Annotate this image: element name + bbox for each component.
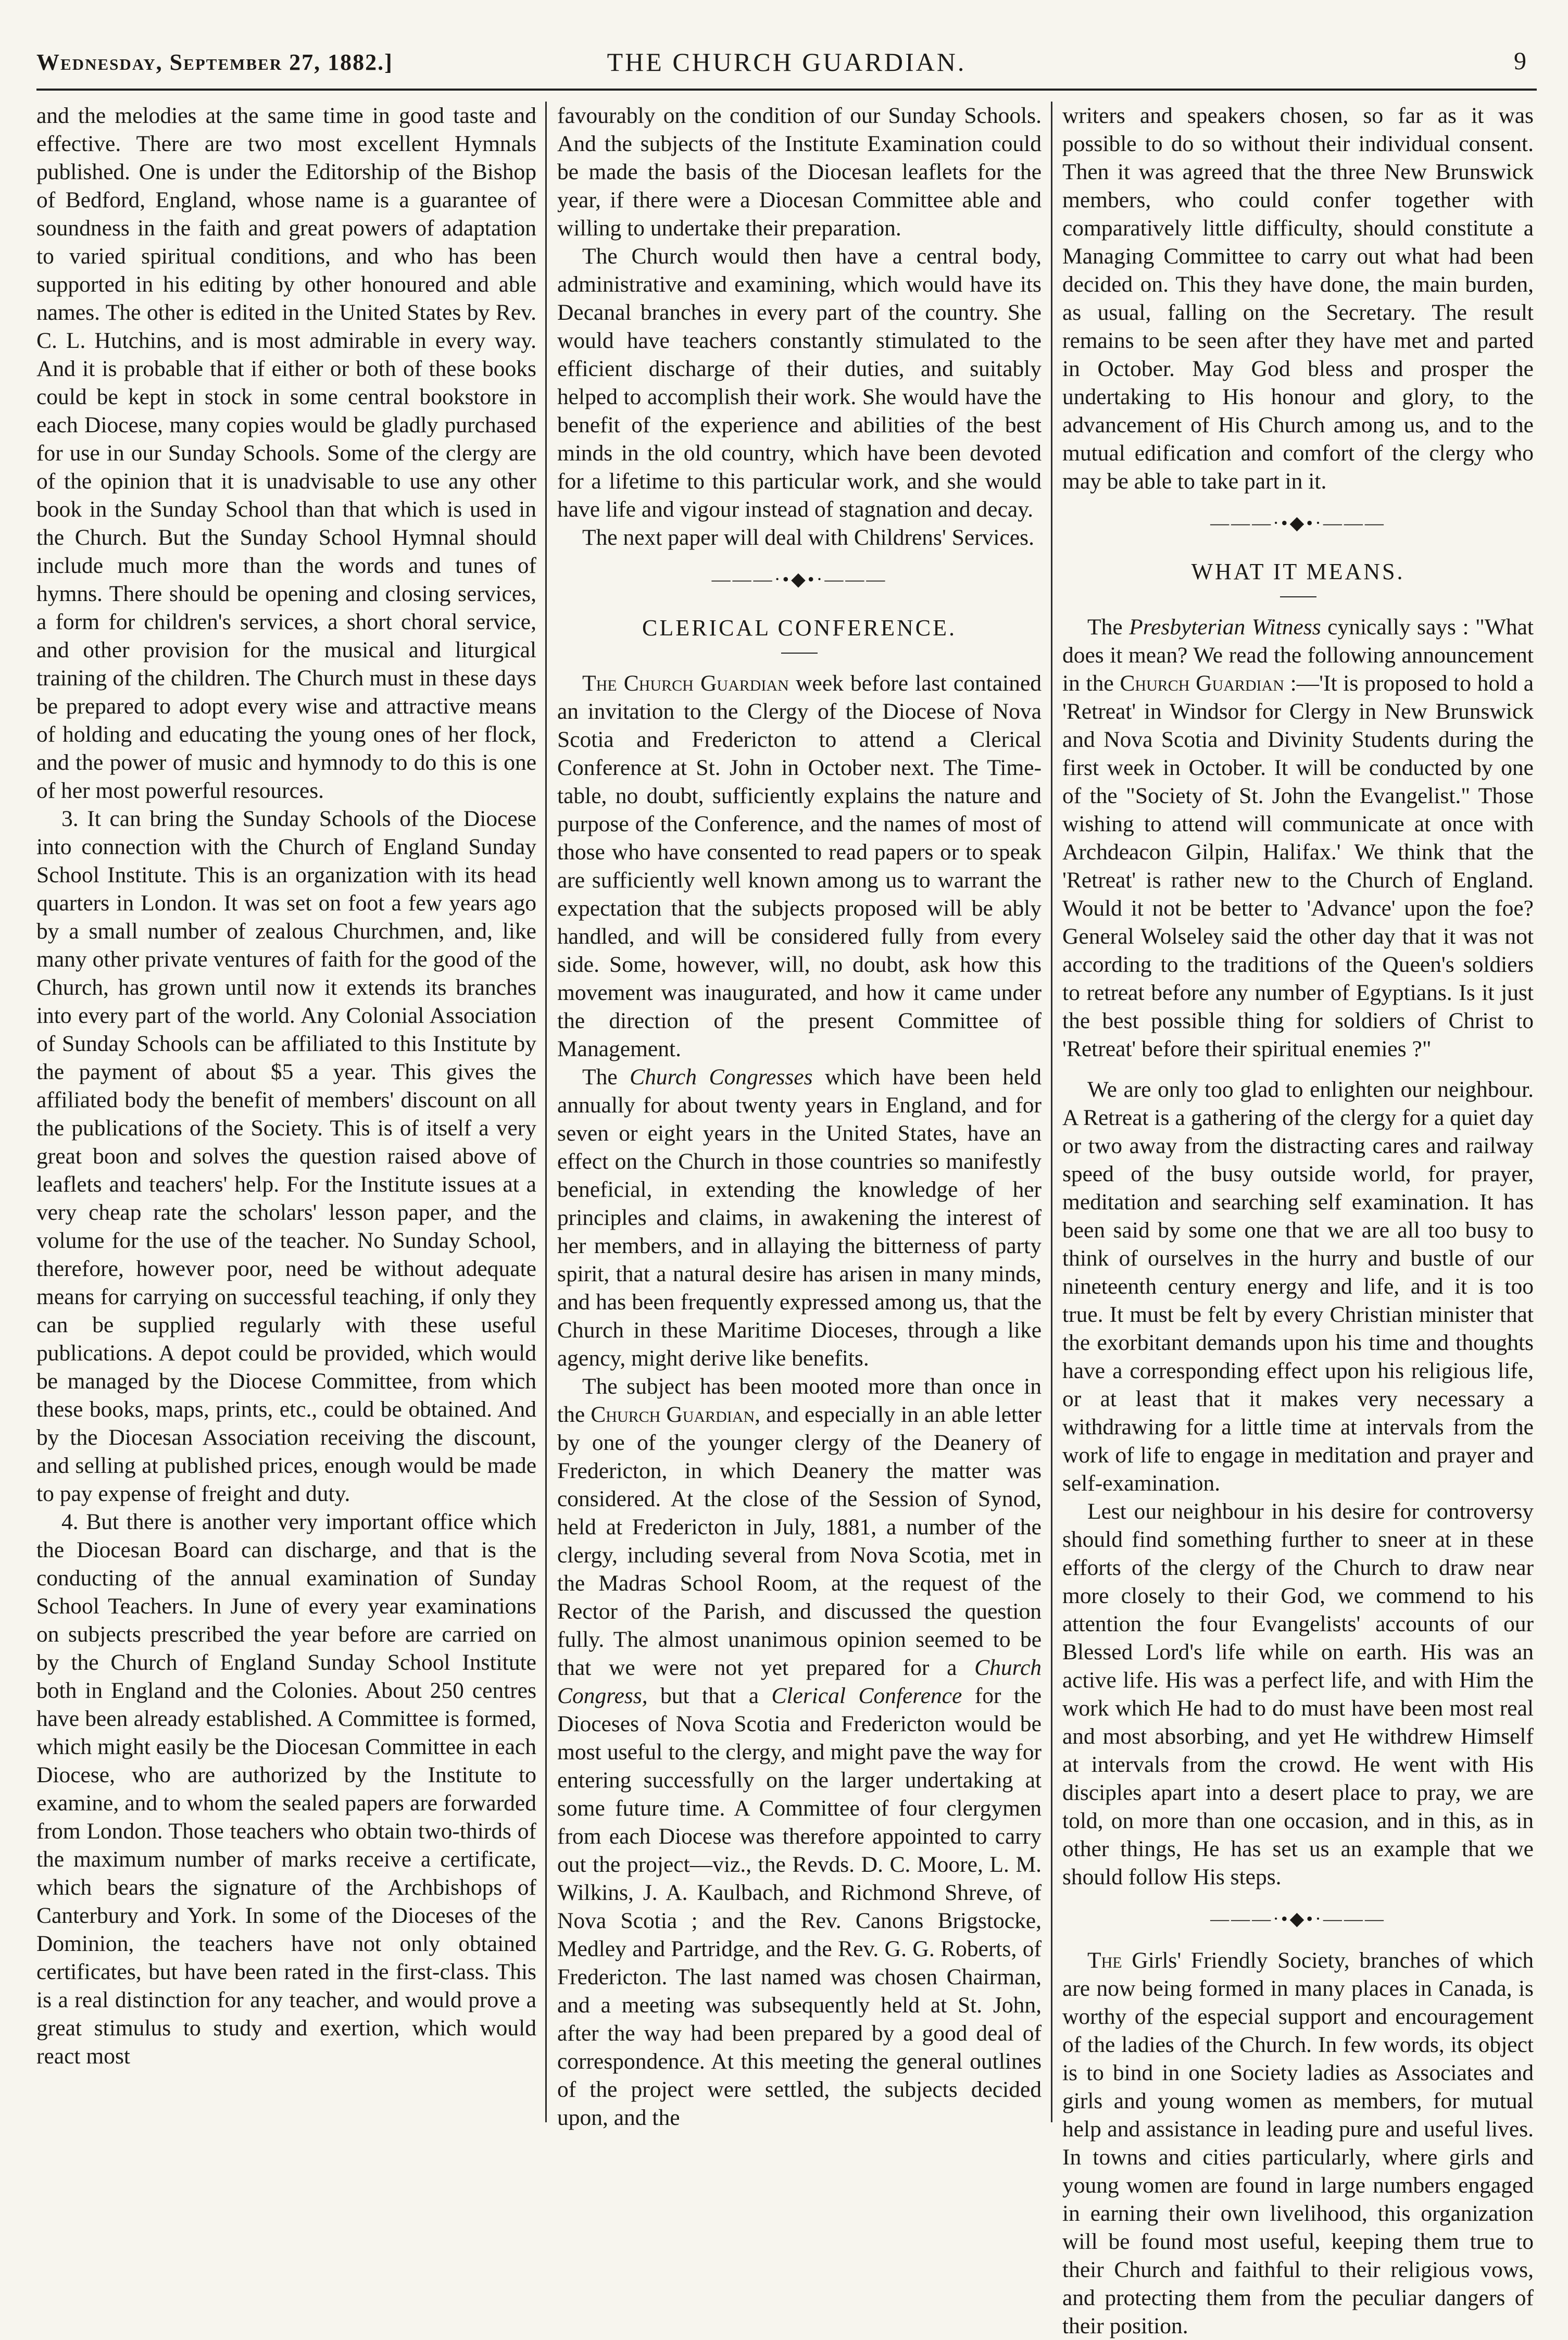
paragraph: and the melodies at the same time in good taste and effective. There are two most excellent Hymnals published. One is under the Editorship of the Bishop of Bedford, England, whose name is a guarantee of soundness in the faith and great powers of adaptation to varied spiritual conditions, and who has been supported in his editing by other honoured and able names. The other is edited in the United States by Rev. C. L. Hutchins, and is most admirable in every way. And it is probable that if either or both of these books could be kept in stock in some central bookstore in each Diocese, many copies would be gladly purchased for use in our Sunday Schools. Some of the clergy are of the opinion that it is unadvisable to use any other book in the Sunday School than that which is used in the Church. But the Sunday School Hymnal should include much more than the words and tunes of hymns. There should be opening and closing services, a form for children's services, a short choral service, and other provision for the musical and liturgical training of the children. The Church must in these days be prepared to adopt every wise and attractive means of holding and educating the young ones of her flock, and the power of music and hymnody to do this is one of her most powerful resources. <box>36 103 536 803</box>
section-separator: ———·•◆•·——— <box>1210 1908 1386 1929</box>
paragraph: 3. It can bring the Sunday Schools of the Diocese into connection with the Church of England Sunday School Institute. This is an organization with its head quarters in London. It was set on foot a few years ago by a small number of zealous Churchmen, and, like many other private ventures of faith for the good of the Church, has grown until now it extends its branches into every part of the world. Any Colonial Association of Sunday Schools can be affiliated to this Institute by the payment of about $5 a year. This gives the affiliated body the benefit of members' discount on all the publications of the Society. This is of itself a very great boon and solves the question raised above of leaflets and teachers' help. For the Institute issues at a very cheap rate the scholars' lesson paper, and the volume for the use of the teacher. No Sunday School, therefore, however poor, need be without adequate means for carrying on successful teaching, if only they can be supplied regularly with these useful publications. A depot could be provided, which would be managed by the Diocese Committee, from which these books, maps, prints, etc., could be obtained. And by the Diocesan Association receiving the discount, and selling at published prices, enough would be made to pay expense of freight and duty. <box>36 806 536 1506</box>
column-1 <box>36 102 536 2122</box>
paragraph-text: The <box>1087 615 1123 640</box>
paragraph <box>1062 1946 1534 2340</box>
column-rule <box>1051 102 1052 2122</box>
paragraph-text: which have been held annually for about twenty years in England, and for seven or eight years in the United States, have an effect on the Church in those countries so manifestly beneficial, in extending the knowledge of her principles and claims, in awakening the interest of her members, and in allaying the bitterness of party spirit, that a natural desire has arisen in many minds, and has been frequently expressed among us, that the Church in these Maritime Dioceses, through a like agency, might derive like benefits. <box>557 1065 1042 1371</box>
lead-in: The Church Guardian <box>582 671 789 696</box>
paragraph-text: The <box>582 1065 618 1090</box>
small-caps-text: Church Guardian <box>1120 671 1284 696</box>
paragraph: 4. But there is another very important office which the Diocesan Board can discharge, and that is the conducting of the annual examination of Sunday School Teachers. In June of every year examinations on subjects prescribed the year before are carried on by the Church of England Sunday School Institute both in England and the Colonies. About 250 centres have been already established. A Committee is formed, which might easily be the Diocesan Committee in each Diocese, who are authorized by the Institute to examine, and to whom the sealed papers are forwarded from London. Those teachers who obtain two-thirds of the maximum number of marks receive a certificate, which bears the signature of the Archbishops of Canterbury and York. In some of the Dioceses of the Dominion, the teachers have not only obtained certificates, but have been rated in the first-class. This is a real distinction for any teacher, and would prove a great stimulus to study and exertion, which would react most <box>36 1509 536 2069</box>
page-number: 9 <box>1514 47 1526 75</box>
paragraph: writers and speakers chosen, so far as it was possible to do so without their individual consent. Then it was agreed that the three New Brunswick members, who could confer together with comparatively little difficulty, should constitute a Managing Committee to carry out what had been decided on. This they have done, the main burden, as usual, falling on the Secretary. The result remains to be seen after they have met and parted in October. May God bless and prosper the undertaking to His honour and glory, to the advancement of His Church among us, and to the mutual edification and comfort of the clergy who may be able to take part in it. <box>1062 103 1534 494</box>
newspaper-title: THE CHURCH GUARDIAN. <box>607 47 967 77</box>
issue-date: Wednesday, September 27, 1882.] <box>36 49 393 75</box>
section-separator: ———·•◆•·——— <box>1210 512 1386 533</box>
paragraph-text: :—'It is proposed to hold a 'Retreat' in Windsor for Clergy in New Brunswick and Nova Scotia and Divinity Students during the first week in October. It will be conducted by one of the "Society of St. John the Evangelist." Those wishing to attend will communicate at once with Archdeacon Gilpin, Halifax.' We think that the 'Retreat' is rather new to the Church of England. Would it not be better to 'Advance' upon the foe? General Wolseley said the other day that it was not according to the traditions of the Queen's soldiers to retreat before any number of Egyptians. Is it just the best possible thing for soldiers of Christ to 'Retreat' before their spiritual enemies ?" <box>1062 671 1534 1061</box>
paragraph: The Church would then have a central body, administrative and examining, which would have its Decanal branches in every part of the country. She would have teachers constantly stimulated to the efficient discharge of their duties, and suitably helped to accomplish their work. She would have the benefit of the experience and abilities of the best minds in the old country, which have been devoted for a lifetime to this particular work, and she would have life and vigour instead of stagnation and decay. <box>557 244 1042 522</box>
section-heading: CLERICAL CONFERENCE. <box>642 615 957 641</box>
paragraph <box>1062 613 1534 1063</box>
paragraph-text: The subject has been mooted more than once in the <box>557 1374 1042 1427</box>
masthead <box>36 31 1537 91</box>
column-2 <box>557 102 1042 2130</box>
paragraph-text: cynically says : "What does it mean? We read the following announcement in the <box>1062 615 1534 696</box>
small-caps-text: Church Guardian, <box>591 1402 760 1427</box>
paragraph-text: Girls' Friendly Society, branches of which are now being formed in many places in Canada, is worthy of the especial support and encouragement of the ladies of the Church. In few words, its object is to bind in one Society ladies as Associates and girls and young women as members, for mutual help and assistance in leading pure and useful lives. In towns and cities particularly, where girls and young women are found in large numbers engaged in earning their own livelihood, this organization will be found most useful, keeping them true to their Church and faithful to their religious vows, and protecting them from the peculiar dangers of their position. <box>1062 1948 1534 2338</box>
italic-text: Church Congress, <box>557 1655 1042 1708</box>
italic-text: Clerical Conference <box>771 1683 962 1708</box>
heading-rule <box>1280 596 1316 597</box>
column-rule <box>545 102 547 2122</box>
paragraph <box>557 1372 1042 2132</box>
paragraph: Lest our neighbour in his desire for controversy should find something further to sneer at in these efforts of the clergy of the Church to draw near more closely to their God, we commend to his attention the four Evangelists' accounts of our Blessed Lord's life while on earth. His was an active life. His was a perfect life, and with Him the work which He had to do must have been most real and most absorbing, and yet He withdrew Himself at intervals from the crowd. He went with His disciples apart into a desert place to pray, we are told, on more than one occasion, and in this, as in other things, He has set us an example that we should follow His steps. <box>1062 1499 1534 1889</box>
paragraph <box>557 1063 1042 1372</box>
column-3 <box>1062 102 1534 2338</box>
paragraph: The next paper will deal with Childrens' Services. <box>582 525 1034 550</box>
paragraph-text: for the Dioceses of Nova Scotia and Fredericton would be most useful to the clergy, and might pave the way for entering successfully on the larger undertaking at some future time. A Committee of four clergymen from each Diocese was therefore appointed to carry out the project—viz., the Revds. D. C. Moore, L. M. Wilkins, J. A. Kaulbach, and Richmond Shreve, of Nova Scotia ; and the Rev. Canons Brigstocke, Medley and Partridge, and the Rev. G. G. Roberts, of Fredericton. The last named was chosen Chairman, and a meeting was subsequently held at St. John, after the way had been prepared by a good deal of correspondence. At this meeting the general outlines of the project were settled, the subjects decided upon, and the <box>557 1683 1042 2130</box>
italic-text: Presbyterian Witness <box>1129 615 1321 640</box>
lead-in: The <box>1087 1948 1122 1973</box>
paragraph-text: but that a <box>660 1683 759 1708</box>
section-separator: ———·•◆•·——— <box>711 569 887 590</box>
italic-text: Church Congresses <box>630 1065 813 1090</box>
section-heading: WHAT IT MEANS. <box>1191 559 1405 584</box>
paragraph-text: week before last contained an invitation to the Clergy of the Diocese of Nova Scotia and Fredericton to attend a Clerical Conference at St. John in October next. The Time-table, no doubt, sufficiently explains the nature and purpose of the Conference, and the names of most of those who have consented to read papers or to speak are sufficiently well known among us to warrant the expectation that the subjects proposed will be ably handled, and will be considered fully from every side. Some, however, will, no doubt, ask how this movement was inaugurated, and how it came under the direction of the present Committee of Management. <box>557 671 1042 1061</box>
heading-rule <box>781 653 818 654</box>
paragraph: We are only too glad to enlighten our neighbour. A Retreat is a gathering of the clergy for a quiet day or two away from the distracting cares and railway speed of the busy outside world, for prayer, meditation and searching self examination. It has been said by some one that we are all too busy to think of ourselves in the hurry and bustle of our nineteenth century energy and life, and it is too true. It must be felt by every Christian minister that the exorbitant demands upon his time and thoughts have a corresponding effect upon his religious life, or at least that it makes very necessary a withdrawing for a little time at intervals from the work of life to engage in meditation and prayer and self-examination. <box>1062 1077 1534 1496</box>
paragraph <box>557 669 1042 1063</box>
paragraph-text: and especially in an able letter by one of the younger clergy of the Deanery of Fredericton, in which Deanery the matter was considered. At the close of the Session of Synod, held at Fredericton in July, 1881, a number of the clergy, including several from Nova Scotia, met in the Madras School Room, at the request of the Rector of the Parish, and discussed the question fully. The almost unanimous opinion seemed to be that we were not yet prepared for a <box>557 1402 1042 1680</box>
paragraph: favourably on the condition of our Sunday Schools. And the subjects of the Institute Examination could be made the basis of the Diocesan leaflets for the year, if there were a Diocesan Committee able and willing to undertake their preparation. <box>557 103 1042 241</box>
